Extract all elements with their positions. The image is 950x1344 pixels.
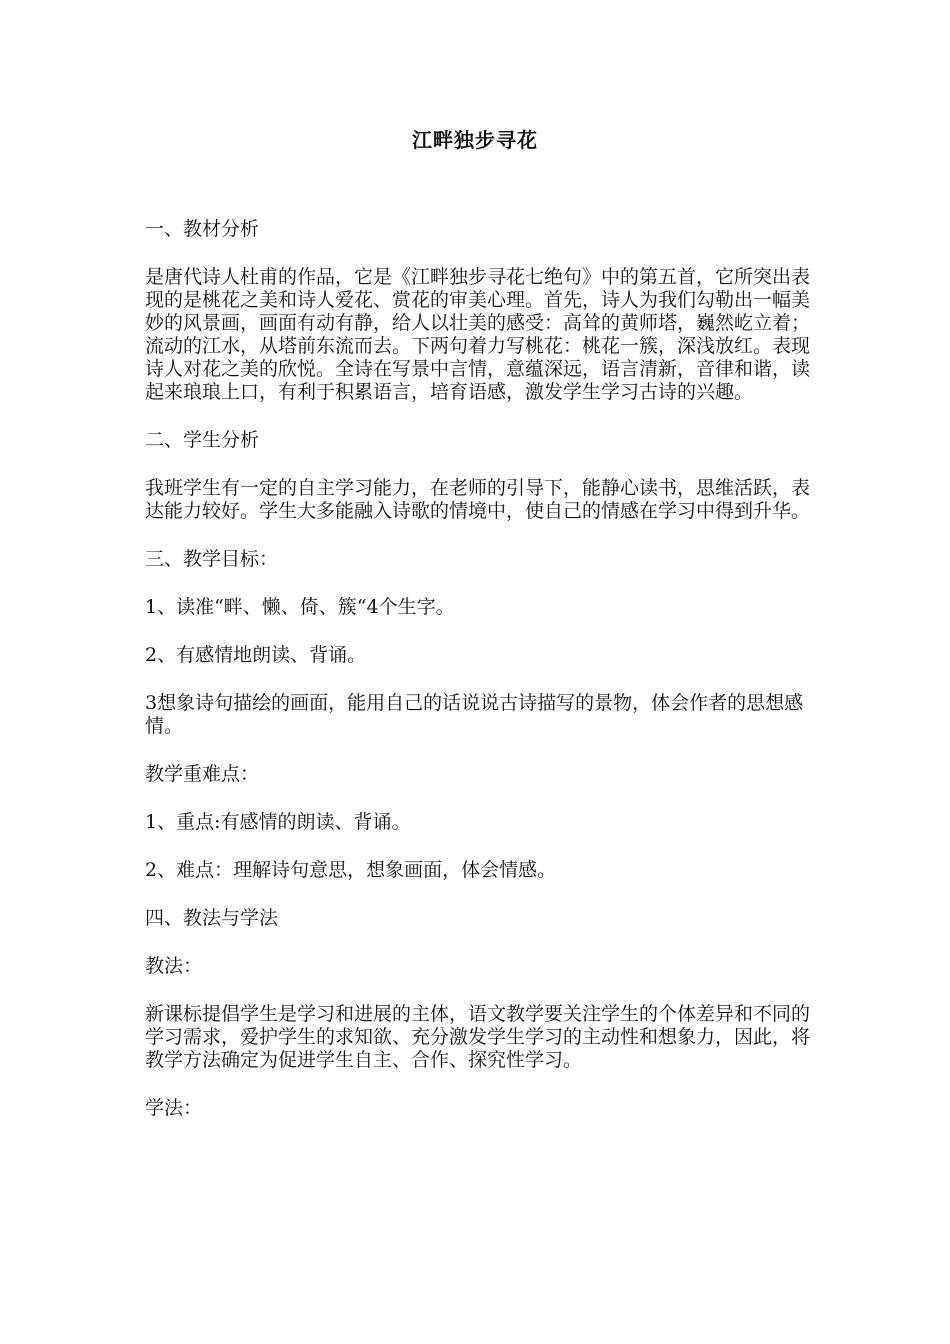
subheading-teaching-method: 教法： (145, 955, 203, 977)
key-point-item: 1、重点:有感情的朗读、背诵。 (145, 811, 411, 833)
goal-item-1: 1、读准“畔、懒、倚、簇“4个生字。 (145, 596, 455, 618)
paragraph-textbook-analysis: 是唐代诗人杜甫的作品，它是《江畔独步寻花七绝句》中的第五首，它所突出表现的是桃花之美和诗人爱花、赏花的审美心理。首先，诗人为我们勾勒出一幅美妙的风景画，画面有动有静，给人以壮美的感受：高耸的黄师塔，巍然屹立着；流动的江水，从塔前东流而去。下两句着力写桃花：桃花一簇，深浅放红。表现诗人对花之美的欣悦。全诗在写景中言情，意蕴深远，语言清新，音律和谐，读起来琅琅上口，有利于积累语言，培育语感，激发学生学习古诗的兴趣。 (145, 266, 811, 403)
section-heading-key-difficulties: 教学重难点： (145, 763, 260, 785)
paragraph-teaching-method: 新课标提倡学生是学习和进展的主体，语文教学要关注学生的个体差异和不同的学习需求，爱护学生的求知欲、充分激发学生学习的主动性和想象力，因此，将教学方法确定为促进学生自主、合作、探究性学习。 (145, 1003, 811, 1071)
section-heading-student-analysis: 二、学生分析 (145, 429, 260, 451)
difficulty-item: 2、难点：理解诗句意思，想象画面，体会情感。 (145, 859, 557, 881)
subheading-learning-method: 学法： (145, 1097, 203, 1119)
goal-item-3: 3想象诗句描绘的画面，能用自己的话说说古诗描写的景物，体会作者的思想感情。 (145, 692, 804, 737)
goal-item-2: 2、有感情地朗读、背诵。 (145, 644, 367, 666)
section-heading-textbook-analysis: 一、教材分析 (145, 218, 260, 240)
document-title: 江畔独步寻花 (412, 128, 538, 152)
document-body (145, 218, 810, 1145)
section-heading-methods: 四、教法与学法 (145, 907, 279, 929)
section-heading-teaching-goals: 三、教学目标： (145, 548, 279, 570)
paragraph-student-analysis: 我班学生有一定的自主学习能力，在老师的引导下，能静心读书，思维活跃，表达能力较好。学生大多能融入诗歌的情境中，使自己的情感在学习中得到升华。 (145, 477, 811, 522)
